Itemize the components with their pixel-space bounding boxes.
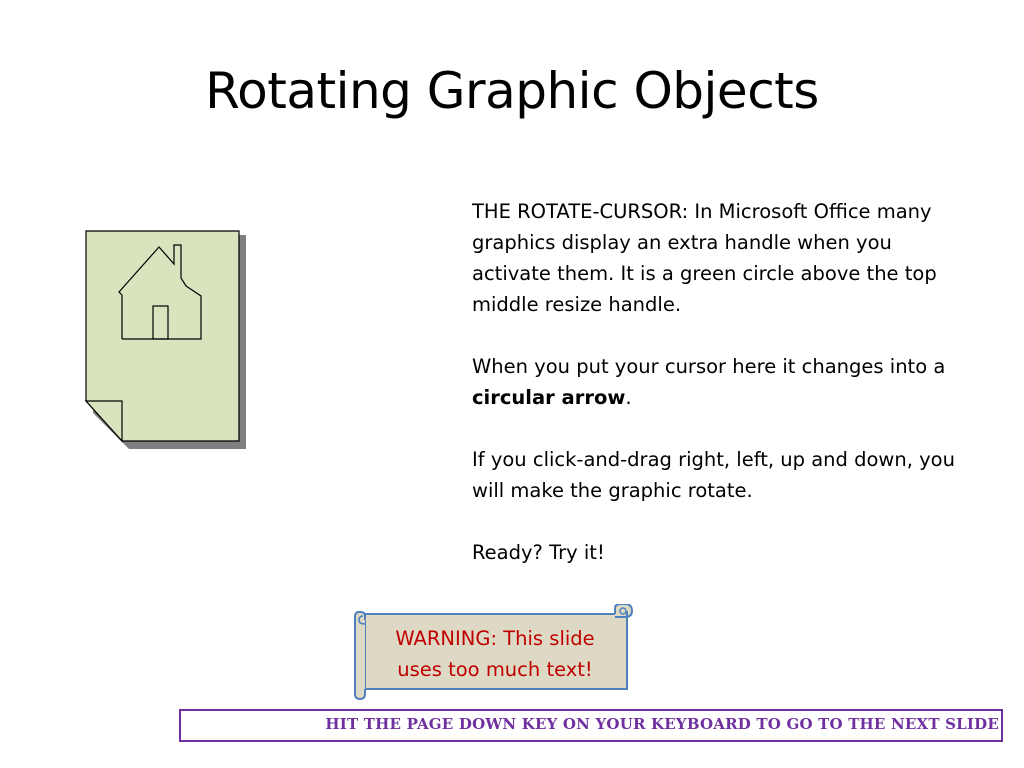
paragraph-period: . bbox=[625, 386, 632, 409]
next-slide-instruction-box bbox=[179, 709, 1003, 742]
paragraph-rotate-cursor: THE ROTATE-CURSOR: In Microsoft Office many graphics display an extra handle when you activate them. It is a green circle above the top middle resize handle. bbox=[472, 200, 937, 316]
slide-title: Rotating Graphic Objects bbox=[205, 62, 819, 120]
document-with-house-icon[interactable] bbox=[84, 229, 250, 451]
warning-text bbox=[370, 623, 620, 685]
paragraph-circular-arrow bbox=[472, 351, 962, 413]
next-slide-instruction: HIT THE PAGE DOWN KEY ON YOUR KEYBOARD TO GO TO THE NEXT SLIDE bbox=[325, 715, 999, 733]
warning-line-1: WARNING: This slide bbox=[395, 627, 595, 650]
warning-line-2: uses too much text! bbox=[397, 658, 593, 681]
paragraph-text: When you put your cursor here it changes into a bbox=[472, 355, 946, 378]
body-text bbox=[472, 196, 962, 599]
bold-term: circular arrow bbox=[472, 386, 626, 409]
paragraph-click-drag: If you click-and-drag right, left, up and down, you will make the graphic rotate. bbox=[472, 448, 955, 502]
paragraph-ready: Ready? Try it! bbox=[472, 541, 605, 564]
